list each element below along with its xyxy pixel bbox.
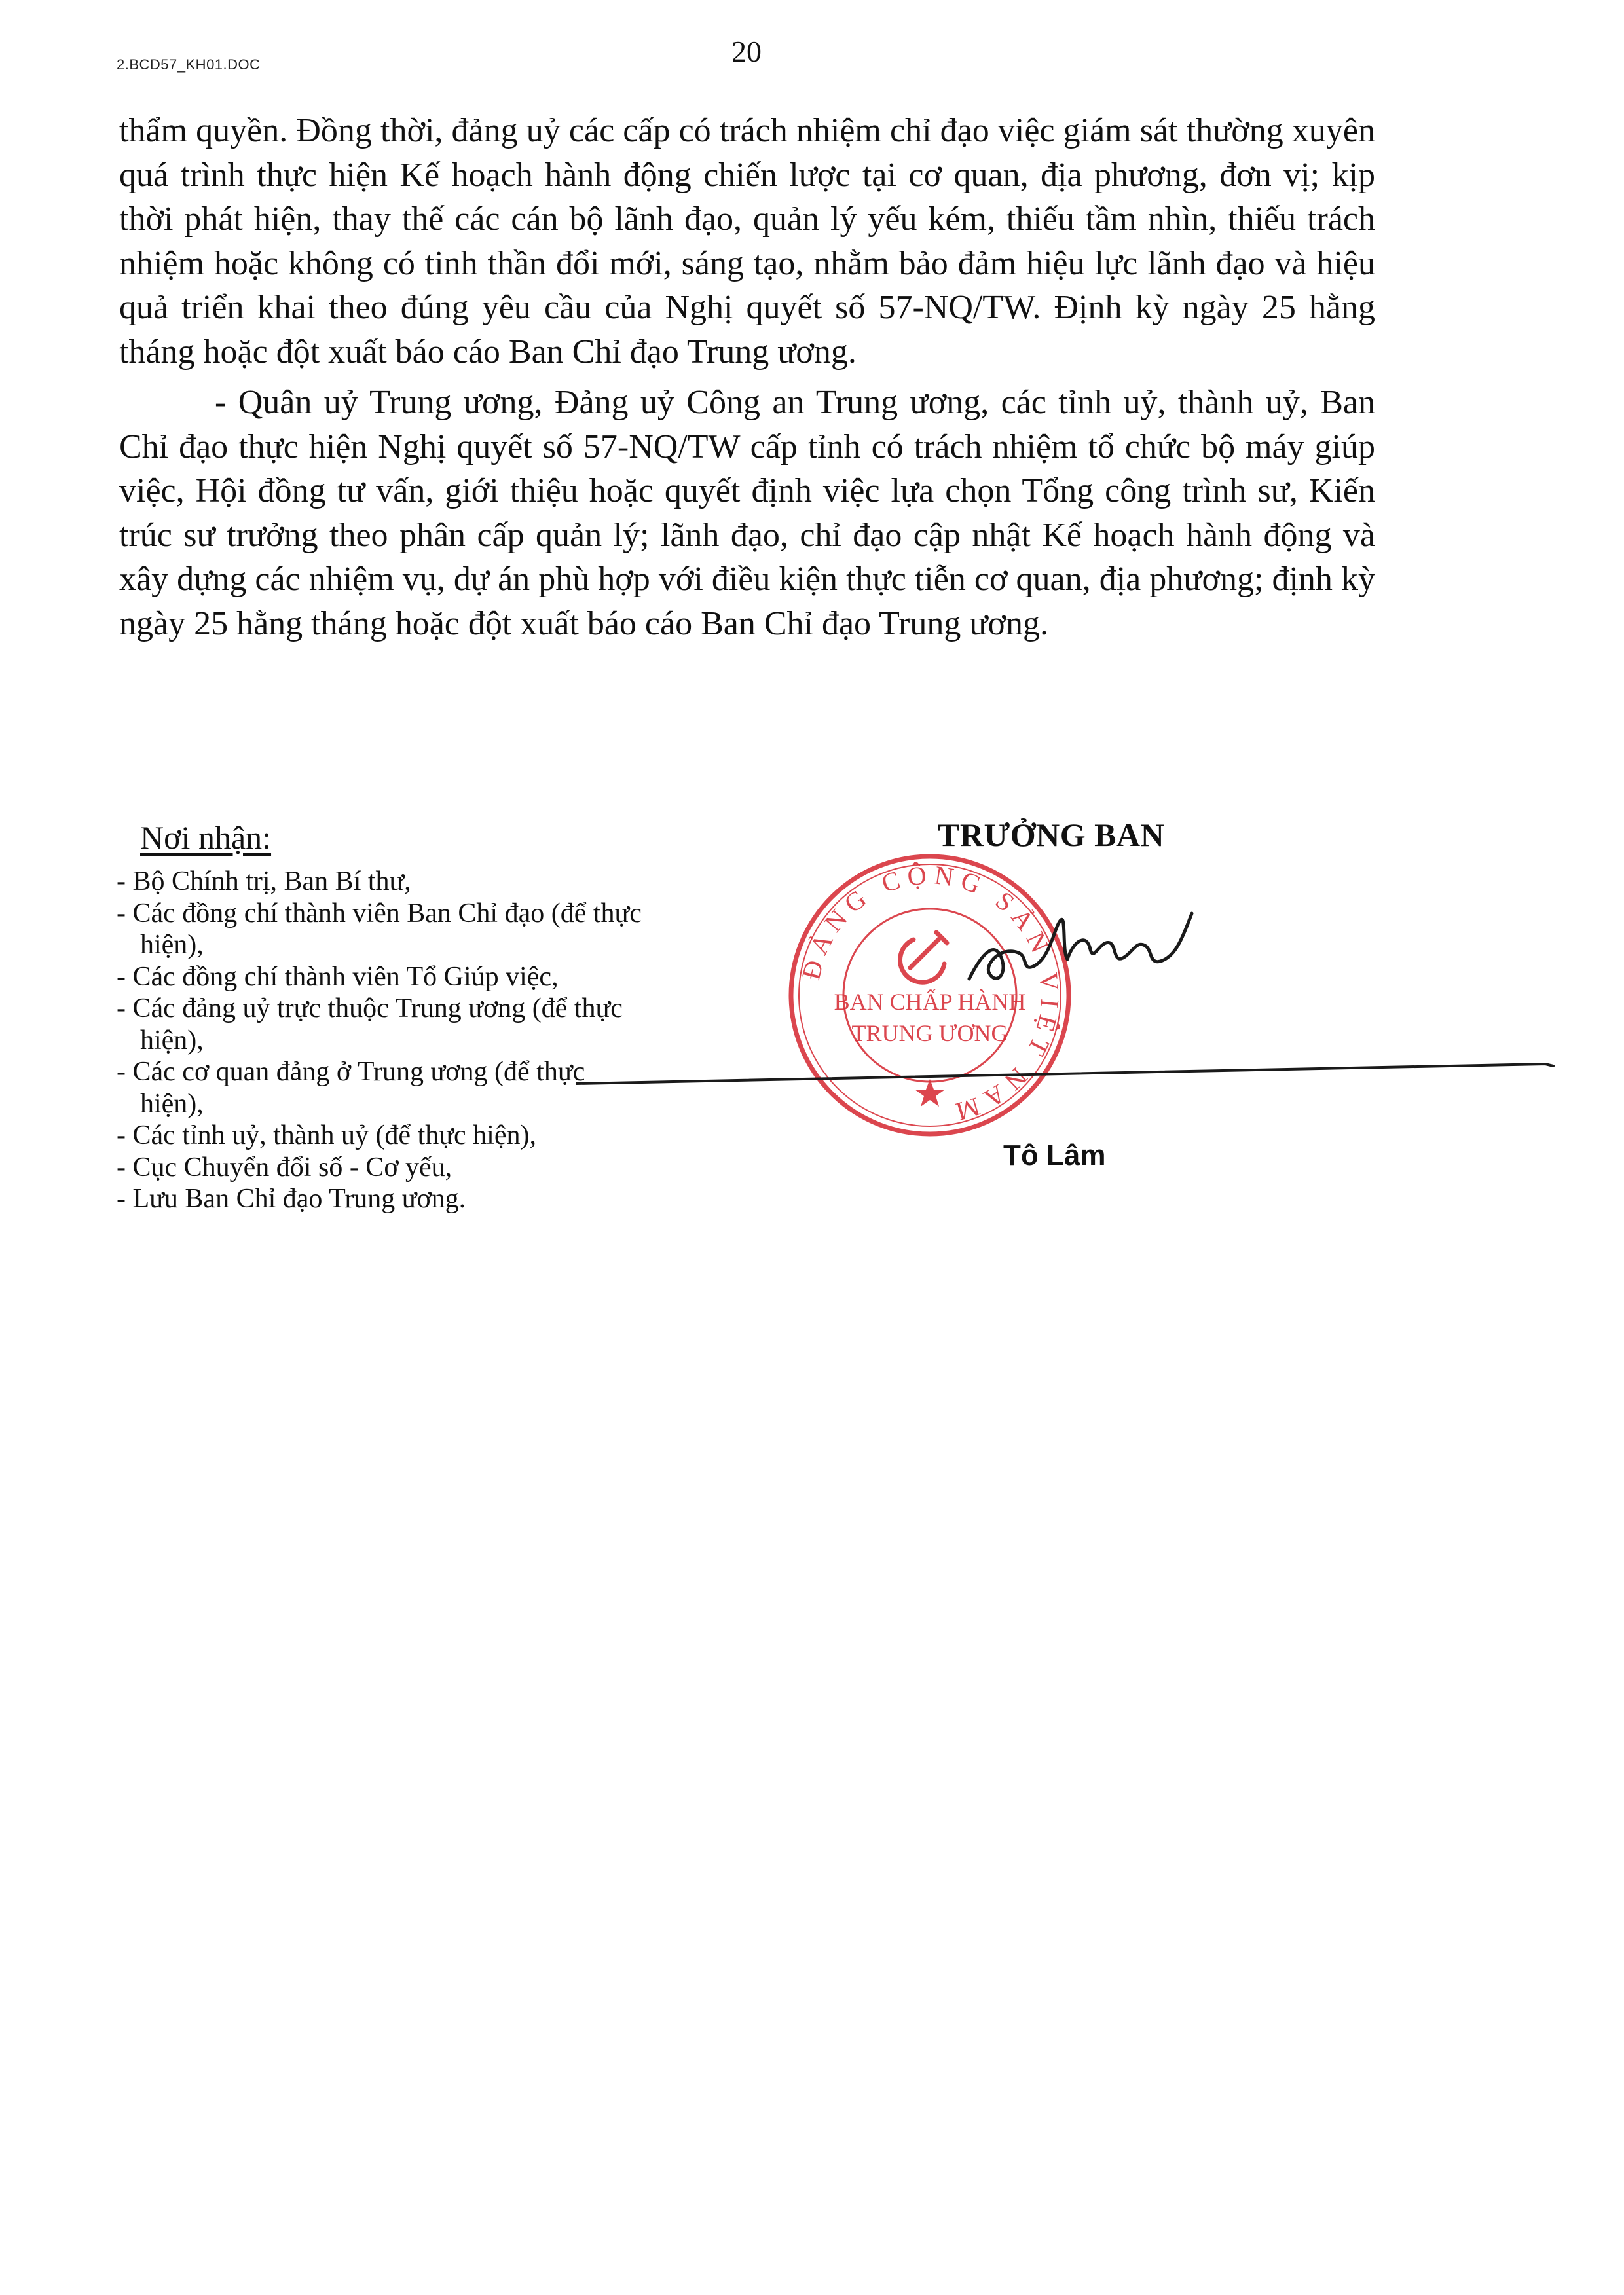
signer-name: Tô Lâm — [1003, 1139, 1106, 1171]
recipient-item: - Các đảng uỷ trực thuộc Trung ương (để thực hiện), — [117, 993, 638, 1056]
document-body — [119, 109, 1375, 646]
stamp-center-line-2: TRUNG ƯƠNG — [851, 1020, 1008, 1046]
document-code: 2.BCD57_KH01.DOC — [117, 56, 261, 73]
recipient-item: - Các cơ quan đảng ở Trung ương (để thực hiện), — [117, 1056, 612, 1120]
recipient-item: - Các đồng chí thành viên Ban Chỉ đạo (để thực hiện), — [117, 898, 677, 961]
signature-stroke-line — [576, 1048, 1559, 1100]
recipients-block — [117, 818, 706, 1215]
recipient-item: - Lưu Ban Chỉ đạo Trung ương. — [117, 1183, 706, 1215]
hammer-sickle-icon — [900, 932, 947, 982]
paragraph-2: - Quân uỷ Trung ương, Đảng uỷ Công an Trung ương, các tỉnh uỷ, thành uỷ, Ban Chỉ đạo thực hiện Nghị quyết số 57-NQ/TW cấp tỉnh có trách nhiệm tổ chức bộ máy giúp việc, Hội đồng tư vấn, giới thiệu hoặc quyết định việc lựa chọn Tổng công trình sư, Kiến trúc sư trưởng theo phân cấp quản lý; lãnh đạo, chỉ đạo cập nhật Kế hoạch hành động và xây dựng các nhiệm vụ, dự án phù hợp với điều kiện thực tiễn cơ quan, địa phương; định kỳ ngày 25 hằng tháng hoặc đột xuất báo cáo Ban Chỉ đạo Trung ương. — [119, 384, 1375, 642]
paragraph-1: thẩm quyền. Đồng thời, đảng uỷ các cấp có trách nhiệm chỉ đạo việc giám sát thường xuyên quá trình thực hiện Kế hoạch hành động chiến lược tại cơ quan, địa phương, đơn vị; kịp thời phát hiện, thay thế các cán bộ lãnh đạo, quản lý yếu kém, thiếu tầm nhìn, thiếu trách nhiệm hoặc không có tinh thần đổi mới, sáng tạo, nhằm bảo đảm hiệu lực lãnh đạo và hiệu quả triển khai theo đúng yêu cầu của Nghị quyết số 57-NQ/TW. Định kỳ ngày 25 hằng tháng hoặc đột xuất báo cáo Ban Chỉ đạo Trung ương. — [119, 112, 1375, 371]
page-number: 20 — [731, 35, 762, 68]
recipient-item: - Các tỉnh uỷ, thành uỷ (để thực hiện), — [117, 1120, 706, 1152]
recipient-item: - Các đồng chí thành viên Tổ Giúp việc, — [117, 961, 706, 993]
stamp-center-line-1: BAN CHẤP HÀNH — [834, 989, 1026, 1015]
handwritten-signature — [956, 900, 1231, 1005]
recipient-item: - Bộ Chính trị, Ban Bí thư, — [117, 866, 706, 898]
stamp-ring-text: ĐẢNG CỘNG SẢN VIỆT NAM — [796, 860, 1065, 1129]
recipients-title: Nơi nhận: — [140, 819, 272, 856]
recipient-list — [117, 866, 706, 1215]
signer-title: TRƯỞNG BAN — [938, 817, 1165, 853]
recipient-item: - Cục Chuyển đổi số - Cơ yếu, — [117, 1152, 706, 1184]
